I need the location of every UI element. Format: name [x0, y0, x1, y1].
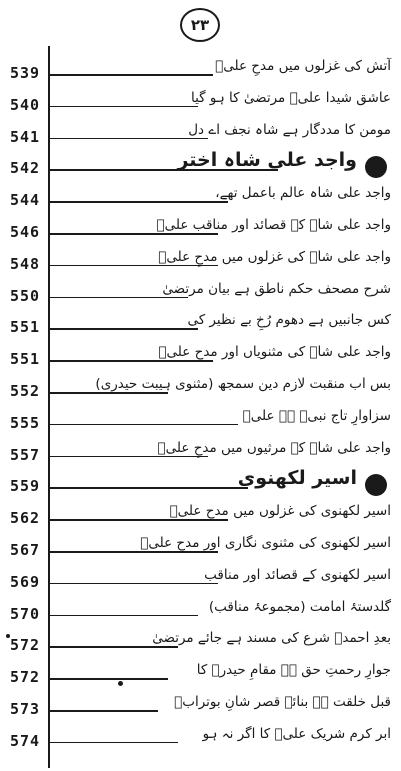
toc-entry-title: اسیر لکھنوی کی غزلوں میں مدحِ علیؑ — [169, 503, 391, 520]
toc-entry-title: عاشق شیدا علیؑ مرتضیٰ کا ہو گیا — [190, 89, 391, 106]
toc-entry-title: آتش کی غزلوں میں مدحِ علیؑ — [215, 58, 391, 74]
toc-page-number: 562 — [10, 509, 41, 528]
toc-page-number: 540 — [10, 95, 41, 114]
toc-page-number: 541 — [10, 127, 41, 146]
toc-entry-title: گلدستۂ امامت (مجموعۂ مناقب) — [208, 598, 391, 615]
toc-entry — [0, 275, 401, 307]
toc-leader-line — [48, 265, 218, 267]
toc-entry-title: واجد علی شاہ اختر — [177, 149, 357, 172]
toc-page-number: 570 — [10, 604, 41, 623]
toc-entry-title: واجد علی شاہ عالم باعمل تھے، — [215, 185, 391, 202]
toc-page-number: 551 — [10, 318, 41, 337]
toc-entry — [0, 338, 401, 370]
toc-leader-line — [48, 138, 208, 140]
toc-entry — [0, 434, 401, 466]
toc-section-heading — [0, 147, 401, 179]
toc-entry — [0, 497, 401, 529]
toc-page-number: 572 — [10, 636, 41, 655]
toc-leader-line — [48, 328, 198, 330]
toc-entry-title: شرح مصحف حکم ناطق ہے بیان مرتضیٰ — [162, 280, 391, 297]
toc-leader-line — [48, 551, 218, 553]
toc-entry-title: اسیر لکھنوی کے قصائد اور مناقب — [204, 566, 391, 583]
toc-leader-line — [48, 392, 168, 394]
toc-page-number: 546 — [10, 223, 41, 241]
toc-entry — [0, 402, 401, 434]
toc-entry-title: اسیر لکھنوی — [237, 467, 357, 490]
toc-entry-title: اسیر لکھنوی کی مثنوی نگاری اور مدحِ علیؑ — [140, 535, 391, 551]
toc-leader-line — [48, 615, 198, 617]
toc-leader-line — [48, 201, 228, 203]
toc-entry-title: واجد علی شاہ کی غزلوں میں مدحِ علیؑ — [158, 248, 391, 265]
bullet-dot-icon — [365, 156, 387, 178]
toc-leader-line — [48, 742, 178, 744]
toc-page-number: 555 — [10, 413, 41, 432]
toc-entry — [0, 688, 401, 720]
toc-page-number: 567 — [10, 541, 41, 559]
toc-entry-title: کس جانبیں ہے دھوم رُخِ بے نظیر کی — [187, 312, 391, 329]
toc-entry — [0, 720, 401, 752]
toc-leader-line — [48, 487, 248, 489]
toc-entry — [0, 561, 401, 593]
toc-entry — [0, 624, 401, 656]
toc-page-number: 551 — [10, 350, 41, 369]
toc-leader-line — [48, 233, 218, 235]
toc-leader-line — [48, 424, 238, 426]
toc-entry — [0, 116, 401, 148]
toc-entry — [0, 211, 401, 243]
toc-entry-title: سزاوارِ تاج نبیؐ ہے علیؑ — [242, 407, 391, 424]
toc-leader-line — [48, 646, 178, 648]
toc-leader-line — [48, 74, 213, 76]
toc-entry-title: ابر کرم شریک علیؑ کا اگر نہ ہو — [202, 725, 391, 742]
toc-leader-line — [48, 710, 158, 712]
toc-leader-line — [48, 360, 213, 362]
toc-entry-title: واجد علی شاہ کی مثنویاں اور مدحِ علیؑ — [158, 344, 391, 361]
toc-page-number: 557 — [10, 445, 41, 464]
page-number-circle: ۲۳ — [180, 8, 220, 42]
toc-entry — [0, 179, 401, 211]
toc-page-number: 559 — [10, 477, 41, 496]
toc-section-heading — [0, 465, 401, 497]
toc-page-number: 552 — [10, 382, 41, 400]
toc-entry — [0, 52, 401, 84]
toc-page-number: 548 — [10, 254, 41, 273]
ink-speck — [6, 634, 10, 638]
ink-speck — [118, 681, 123, 686]
toc-entry — [0, 306, 401, 338]
toc-leader-line — [48, 678, 168, 680]
toc-leader-line — [48, 583, 218, 585]
toc-entry-title: بعدِ احمدؐ شرع کی مسند ہے جائے مرتضیٰ — [152, 630, 391, 647]
toc-entry — [0, 84, 401, 116]
toc-entry-title: بس اب منقبت لازم دین سمجھ (مثنوی ہیبت حیدری) — [95, 376, 391, 392]
toc-entry-title: قبل خلقت ہے بنائے قصر شانِ بوترابؑ — [174, 694, 391, 710]
toc-entry-title: مومن کا مددگار ہے شاہ نجف اے دل — [188, 121, 391, 138]
toc-page-number: 572 — [10, 668, 41, 687]
toc-page-number: 539 — [10, 64, 41, 82]
toc-entry — [0, 656, 401, 688]
toc-entry-title: واجد علی شاہ کے قصائد اور مناقب علیؑ — [156, 217, 391, 233]
toc-entry — [0, 593, 401, 625]
toc-entry-title: واجد علی شاہ کے مرثیوں میں مدحِ علیؑ — [157, 439, 391, 456]
toc-leader-line — [48, 519, 228, 521]
bullet-dot-icon — [365, 474, 387, 496]
toc-page-number: 550 — [10, 286, 41, 305]
toc-page-number: 569 — [10, 572, 41, 591]
toc-entry — [0, 243, 401, 275]
toc-page-number: 542 — [10, 159, 41, 178]
toc-entry-title: جوارِ رحمتِ حق ہے مقامِ حیدرؑ کا — [196, 662, 391, 679]
toc-page-number: 544 — [10, 191, 41, 210]
toc-entry — [0, 370, 401, 402]
toc-leader-line — [48, 297, 188, 299]
toc-page-number: 574 — [10, 731, 41, 750]
toc-page-number: 573 — [10, 700, 41, 718]
toc-entry — [0, 529, 401, 561]
toc-leader-line — [48, 106, 198, 108]
